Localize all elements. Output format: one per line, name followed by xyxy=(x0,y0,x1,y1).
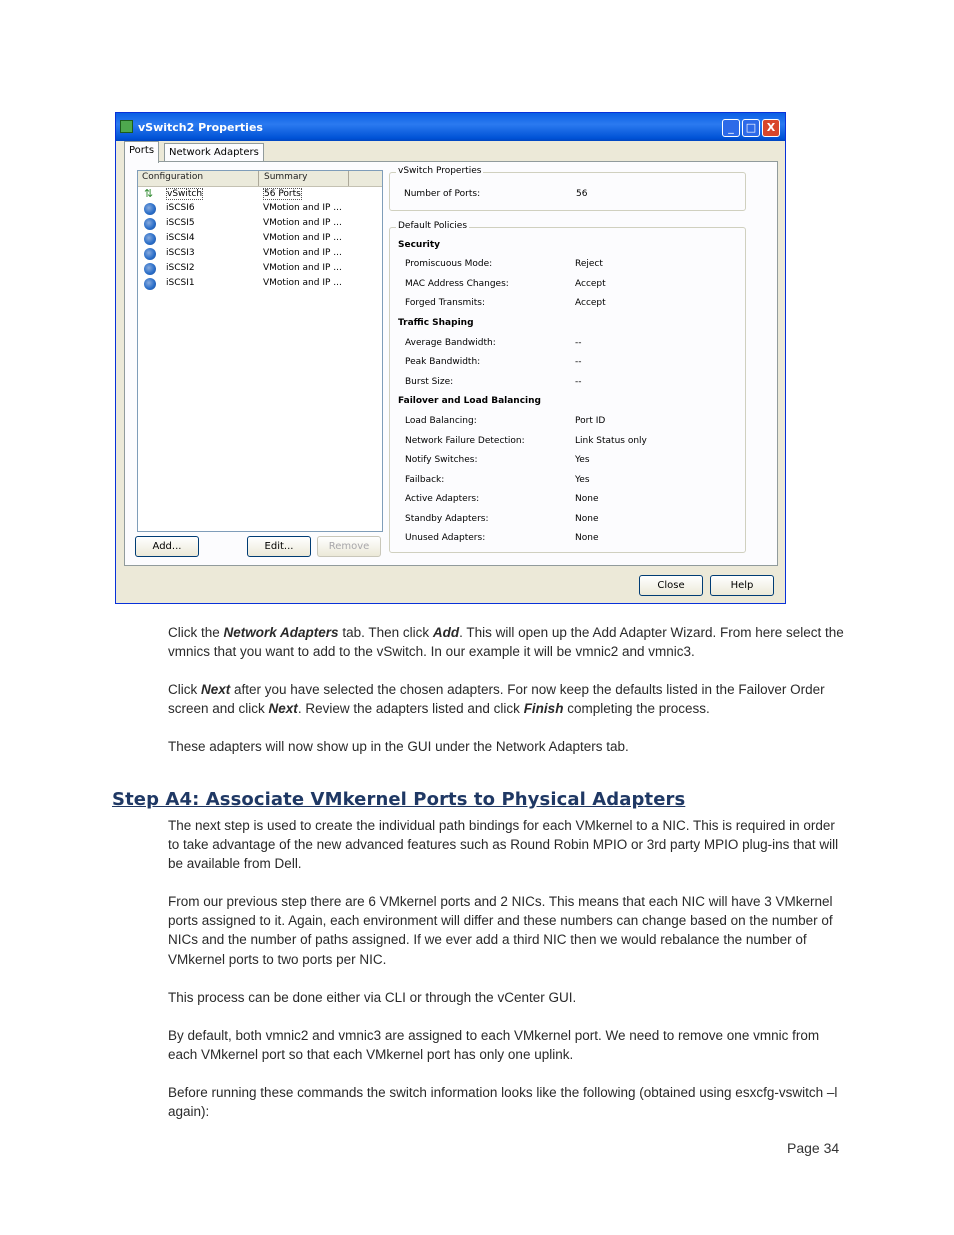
close-button[interactable]: Close xyxy=(639,575,703,596)
list-row-iscsi6[interactable] xyxy=(138,202,382,217)
dialog-title: vSwitch2 Properties xyxy=(138,121,263,134)
section-heading: Traffic Shaping xyxy=(398,318,474,328)
row-name: iSCSI1 xyxy=(166,278,195,288)
vmkernel-port-icon xyxy=(144,203,156,215)
vmkernel-port-icon xyxy=(144,248,156,260)
tab-network-adapters[interactable]: Network Adapters xyxy=(164,143,264,162)
row-name: vSwitch xyxy=(167,189,203,199)
prop-value: Accept xyxy=(575,279,606,289)
tab-ports[interactable]: Ports xyxy=(124,141,159,163)
row-name: iSCSI2 xyxy=(166,263,195,273)
vswitch-properties-dialog xyxy=(115,112,786,604)
default-policies-group xyxy=(389,221,746,553)
row-summary: VMotion and IP ... xyxy=(263,278,342,288)
prop-label: Load Balancing: xyxy=(405,416,477,426)
section-heading: Security xyxy=(398,240,441,250)
prop-value: 56 xyxy=(576,189,588,199)
emphasis: Network Adapters xyxy=(223,625,339,640)
prop-label: Failback: xyxy=(405,475,445,485)
prop-label: Peak Bandwidth: xyxy=(405,357,481,367)
row-summary: VMotion and IP ... xyxy=(263,263,342,273)
page-number: Page 34 xyxy=(787,1140,840,1156)
prop-label: Promiscuous Mode: xyxy=(405,259,493,269)
emphasis: Finish xyxy=(523,701,564,717)
column-configuration[interactable]: Configuration xyxy=(142,172,204,182)
text-run: after you have selected the chosen adapters. For now keep the defaults listed in the Failover Order screen and click xyxy=(168,682,825,717)
group-legend: Default Policies xyxy=(398,221,468,231)
text-run: Click the xyxy=(168,625,224,640)
add-button[interactable]: Add... xyxy=(135,536,199,557)
prop-label: Average Bandwidth: xyxy=(405,338,496,348)
row-summary: VMotion and IP ... xyxy=(263,233,342,243)
prop-value: None xyxy=(575,533,599,543)
prop-label: Network Failure Detection: xyxy=(405,436,525,446)
text-run: tab. Then click xyxy=(338,625,433,640)
list-row-iscsi3[interactable] xyxy=(138,247,382,262)
section-heading: Step A4: Associate VMkernel Ports to Physical Adapters xyxy=(112,789,686,810)
vmkernel-port-icon xyxy=(144,218,156,230)
prop-value: Link Status only xyxy=(575,436,647,446)
row-summary: 56 Ports xyxy=(264,189,301,199)
paragraph-vmkernel-ports: From our previous step there are 6 VMkernel ports and 2 NICs. This means that each NIC will have 3 VMkernel ports assigned to it. Again, each environment will differ and these numbers can change based on the number of NICs and the number of paths assigned. If we ever add a third NIC then we would rebalance the number of VMkernel ports to two ports per NIC. xyxy=(168,894,833,967)
column-divider[interactable] xyxy=(258,171,259,186)
column-divider[interactable] xyxy=(348,171,349,186)
remove-button[interactable]: Remove xyxy=(317,536,381,557)
prop-value: None xyxy=(575,514,599,524)
vmkernel-port-icon xyxy=(144,278,156,290)
prop-value: Yes xyxy=(575,475,590,485)
list-row-iscsi1[interactable] xyxy=(138,277,382,292)
text-run: Click xyxy=(168,682,201,697)
row-name: iSCSI5 xyxy=(166,218,195,228)
emphasis: Add xyxy=(432,625,460,640)
maximize-icon[interactable]: □ xyxy=(742,119,760,137)
prop-value: -- xyxy=(575,357,582,367)
paragraph-remove-vmnic: By default, both vmnic2 and vmnic3 are assigned to each VMkernel port. We need to remove one vmnic from each VMkernel port so that each VMkernel port has only one uplink. xyxy=(168,1028,820,1063)
switch-icon: ⇅ xyxy=(144,187,154,200)
prop-label: MAC Address Changes: xyxy=(405,279,509,289)
list-row-iscsi2[interactable] xyxy=(138,262,382,277)
row-summary: VMotion and IP ... xyxy=(263,218,342,228)
vmkernel-port-icon xyxy=(144,233,156,245)
row-name: iSCSI3 xyxy=(166,248,195,258)
text-run: . Review the adapters listed and click xyxy=(297,701,524,717)
row-summary: VMotion and IP ... xyxy=(263,203,342,213)
prop-label: Standby Adapters: xyxy=(405,514,489,524)
edit-button[interactable]: Edit... xyxy=(247,536,311,557)
prop-label: Unused Adapters: xyxy=(405,533,486,543)
list-row-iscsi5[interactable] xyxy=(138,217,382,232)
prop-label: Active Adapters: xyxy=(405,494,480,504)
prop-label: Notify Switches: xyxy=(405,455,478,465)
vswitch-properties-group xyxy=(389,166,746,211)
prop-value: Port ID xyxy=(575,416,606,426)
app-icon xyxy=(120,120,133,133)
prop-label: Number of Ports: xyxy=(404,189,481,199)
paragraph-next-finish xyxy=(168,680,844,718)
minimize-icon[interactable]: _ xyxy=(722,119,740,137)
paragraph-cli-gui: This process can be done either via CLI or through the vCenter GUI. xyxy=(168,990,577,1005)
paragraph-adapters-show: These adapters will now show up in the GUI under the Network Adapters tab. xyxy=(168,739,629,754)
emphasis: Next xyxy=(201,682,231,697)
help-button[interactable]: Help xyxy=(710,575,774,596)
list-row-iscsi4[interactable] xyxy=(138,232,382,247)
prop-value: -- xyxy=(575,377,582,387)
list-row-vswitch[interactable] xyxy=(138,187,382,202)
close-icon[interactable]: X xyxy=(762,119,780,137)
row-name: iSCSI4 xyxy=(166,233,195,243)
prop-label: Forged Transmits: xyxy=(405,298,486,308)
text-run: completing the process. xyxy=(563,701,710,717)
group-legend: vSwitch Properties xyxy=(398,166,482,176)
text-run: . This will open up the Add Adapter Wizard. From here select the vmnics that you want to add to the vSwitch. In our example it will be vmnic2 and vmnic3. xyxy=(168,625,844,660)
list-header xyxy=(138,171,382,187)
ports-tab-panel xyxy=(124,161,778,566)
prop-value: None xyxy=(575,494,599,504)
title-bar[interactable] xyxy=(116,113,785,141)
prop-label: Burst Size: xyxy=(405,377,454,387)
paragraph-network-adapters xyxy=(168,623,844,661)
paragraph-switch-info: Before running these commands the switch information looks like the following (obtained using esxcfg-vswitch –l again): xyxy=(168,1085,838,1120)
vmkernel-port-icon xyxy=(144,263,156,275)
configuration-list[interactable] xyxy=(137,170,383,532)
section-heading: Failover and Load Balancing xyxy=(398,396,541,406)
paragraph-path-bindings: The next step is used to create the individual path bindings for each VMkernel to a NIC. This is required in order to take advantage of the new advanced features such as Round Robin MPIO or 3rd party MPIO plug-ins that will be available from Dell. xyxy=(168,818,839,872)
prop-value: Yes xyxy=(575,455,590,465)
prop-value: Reject xyxy=(575,259,603,269)
prop-value: -- xyxy=(575,338,582,348)
emphasis: Next xyxy=(268,701,298,717)
row-summary: VMotion and IP ... xyxy=(263,248,342,258)
prop-value: Accept xyxy=(575,298,606,308)
row-name: iSCSI6 xyxy=(166,203,195,213)
column-summary[interactable]: Summary xyxy=(264,172,308,182)
